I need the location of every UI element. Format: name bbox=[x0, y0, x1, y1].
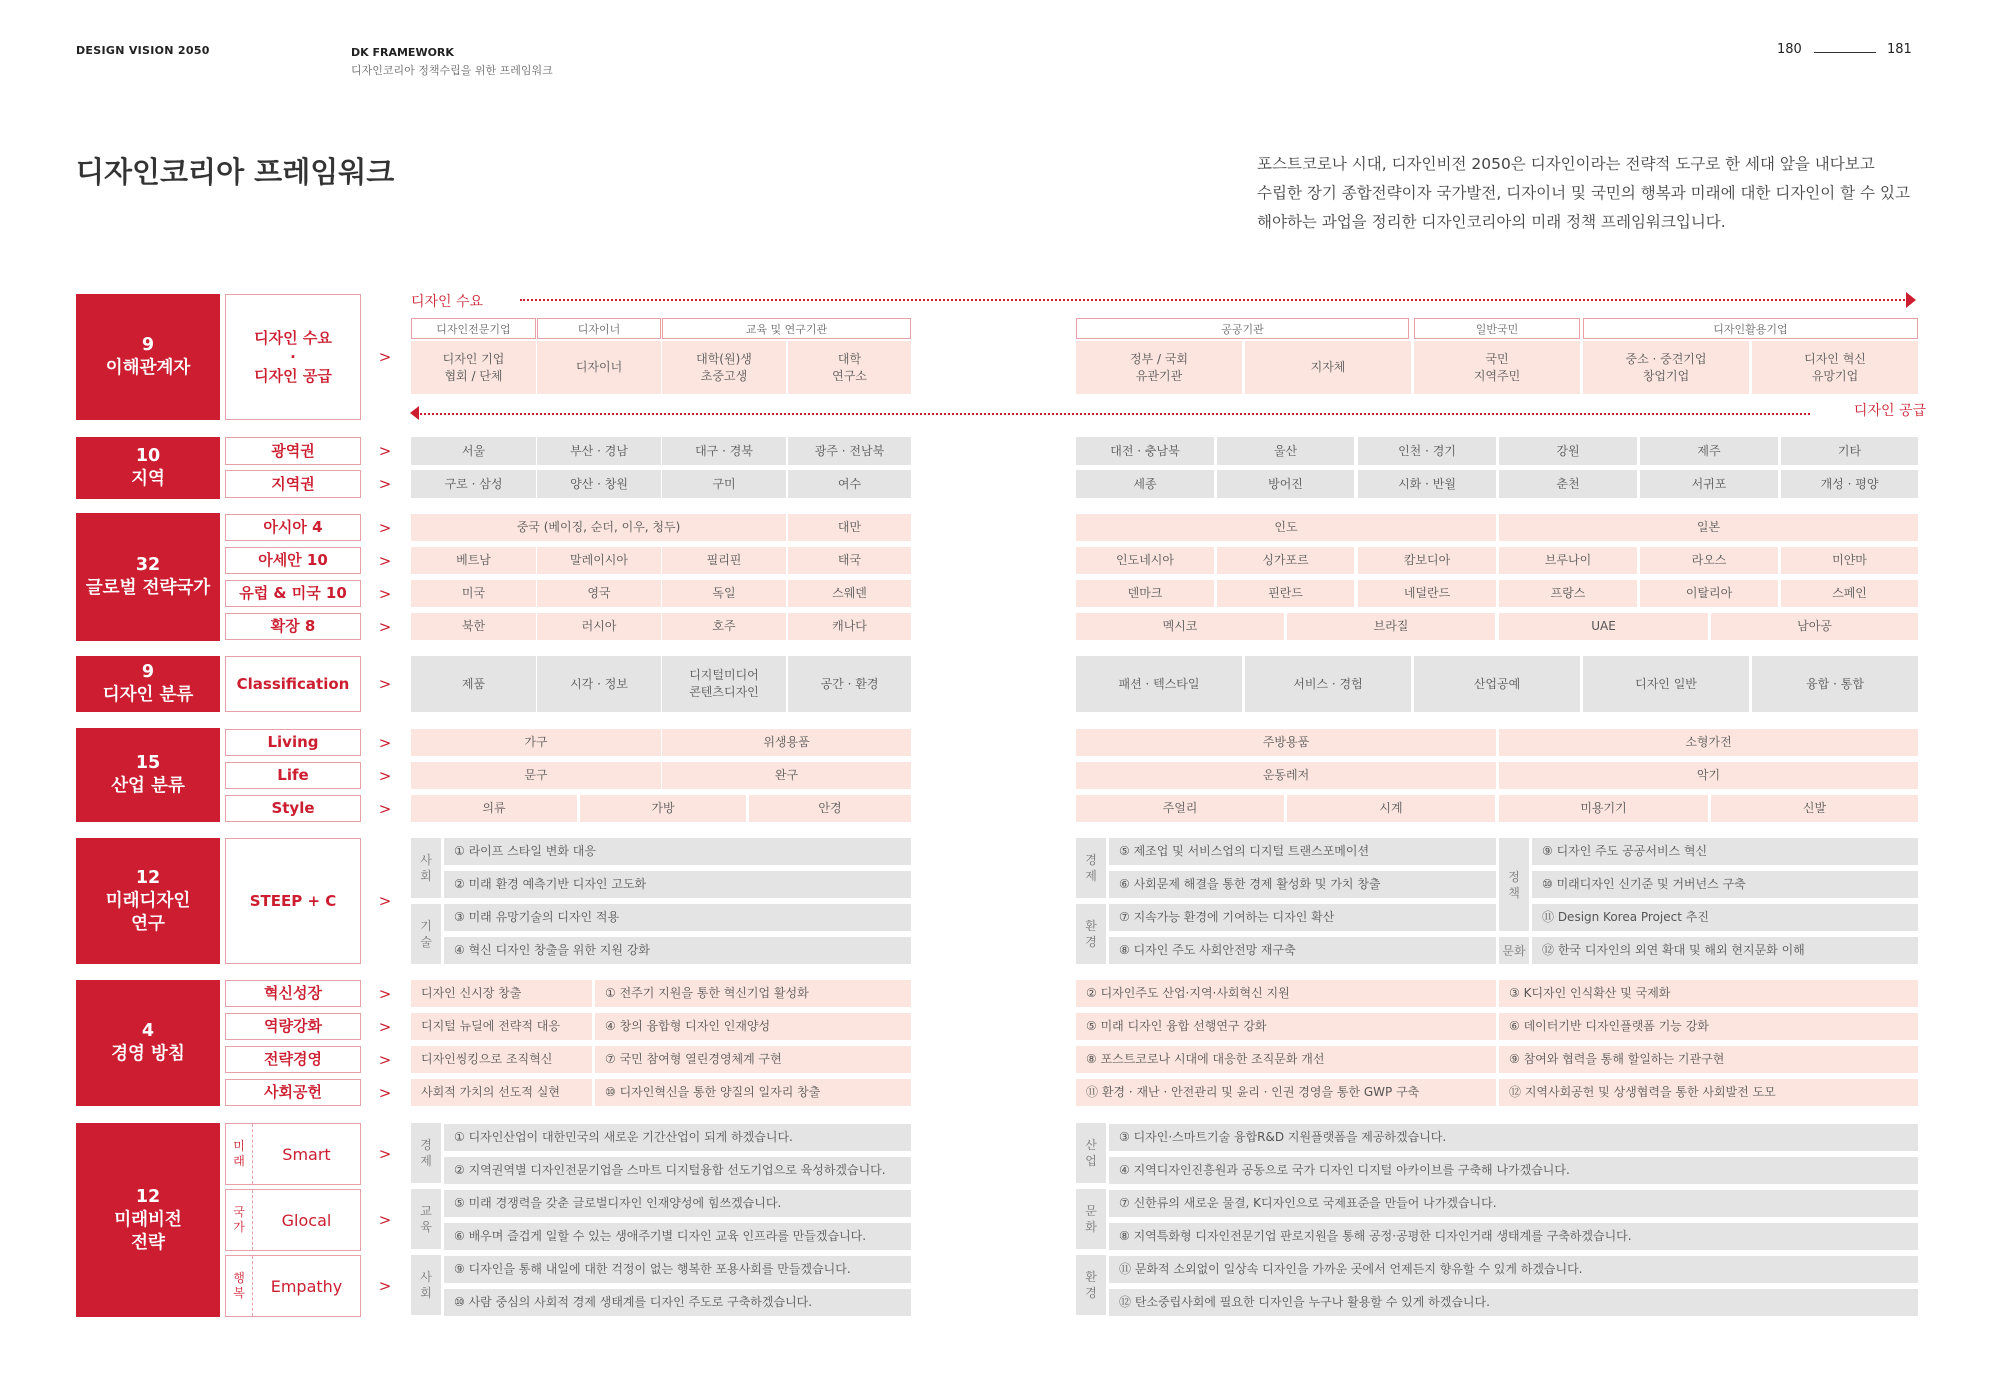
classification-cell: 시각 · 정보 bbox=[537, 656, 661, 712]
country-cell: 베트남 bbox=[411, 547, 536, 574]
region-cell: 서귀포 bbox=[1640, 470, 1778, 498]
country-cell: 스페인 bbox=[1781, 580, 1918, 607]
stakeholder-cell: 디자인 혁신 유망기업 bbox=[1752, 341, 1918, 394]
arrow-icon: > bbox=[378, 1083, 392, 1102]
arrow-icon: > bbox=[378, 984, 392, 1003]
strategy-item: ⑪ 문화적 소외없이 일상속 디자인을 가까운 곳에서 언제든지 향유할 수 있게 하겠습니다. bbox=[1109, 1256, 1918, 1283]
label-industry: 15 산업 분류 bbox=[76, 728, 220, 822]
region-cell: 대전 · 충남북 bbox=[1076, 437, 1214, 465]
region-cell: 부산 · 경남 bbox=[537, 437, 661, 465]
management-item: ③ K디자인 인식확산 및 국제화 bbox=[1499, 980, 1918, 1007]
label-regions: 10 지역 bbox=[76, 437, 220, 499]
stakeholder-group-header: 공공기관 bbox=[1076, 318, 1409, 339]
arrow-icon: > bbox=[378, 892, 392, 910]
strategy-category: 사 회 bbox=[411, 1255, 441, 1315]
strategy-item: ⑤ 미래 경쟁력을 갖춘 글로벌디자인 인재양성에 힘쓰겠습니다. bbox=[444, 1190, 911, 1217]
management-goal: 디지털 뉴딜에 전략적 대응 bbox=[411, 1013, 592, 1040]
country-cell: 라오스 bbox=[1640, 547, 1778, 574]
industry-cell: 시계 bbox=[1287, 795, 1495, 822]
sub-management-1: 역량강화 bbox=[225, 1013, 361, 1040]
stakeholder-group-header: 디자인활용기업 bbox=[1583, 318, 1918, 339]
management-item: ⑧ 포스트코로나 시대에 대응한 조직문화 개선 bbox=[1076, 1046, 1496, 1073]
research-item: ⑪ Design Korea Project 추진 bbox=[1532, 904, 1918, 931]
research-item: ⑤ 제조업 및 서비스업의 디지털 트랜스포메이션 bbox=[1109, 838, 1496, 865]
intro-text: 포스트코로나 시대, 디자인비전 2050은 디자인이라는 전략적 도구로 한 세대 앞을 내다보고 수립한 장기 종합전략이자 국가발전, 디자이너 및 국민의 행복과 미래에 대한 디자인이 할 수 있고 해야하는 과업을 정리한 디자인코리아의 미래 정책 프레임워크입니다. bbox=[1257, 155, 1910, 231]
label-stakeholders: 9 이해관계자 bbox=[76, 294, 220, 420]
research-item: ③ 미래 유망기술의 디자인 적용 bbox=[444, 904, 911, 931]
classification-cell: 산업공예 bbox=[1414, 656, 1580, 712]
arrow-right-icon bbox=[1906, 292, 1916, 308]
category-social: 사 회 bbox=[411, 838, 441, 898]
strategy-item: ③ 디자인·스마트기술 융합R&D 지원플랫폼을 제공하겠습니다. bbox=[1109, 1124, 1918, 1151]
sub-management-2: 전략경영 bbox=[225, 1046, 361, 1073]
arrow-icon: > bbox=[378, 1277, 392, 1295]
region-cell: 여수 bbox=[788, 470, 911, 498]
region-cell: 인천 · 경기 bbox=[1358, 437, 1496, 465]
demand-label: 디자인 수요 bbox=[411, 294, 484, 310]
country-cell: 인도 bbox=[1076, 514, 1496, 541]
category-economy: 경 제 bbox=[1076, 838, 1106, 898]
strategy-item: ④ 지역디자인진흥원과 공동으로 국가 디자인 디지털 아카이브를 구축해 나가겠습니다. bbox=[1109, 1157, 1918, 1184]
region-cell: 세종 bbox=[1076, 470, 1214, 498]
industry-cell: 가구 bbox=[411, 729, 661, 756]
research-item: ⑨ 디자인 주도 공공서비스 혁신 bbox=[1532, 838, 1918, 865]
strategy-category: 경 제 bbox=[411, 1123, 441, 1183]
country-cell: 캐나다 bbox=[788, 613, 911, 640]
management-item: ⑫ 지역사회공헌 및 상생협력을 통한 사회발전 도모 bbox=[1499, 1079, 1918, 1106]
category-policy: 정 책 bbox=[1499, 838, 1529, 931]
research-item: ⑩ 미래디자인 신기준 및 거버넌스 구축 bbox=[1532, 871, 1918, 898]
industry-cell: 소형가전 bbox=[1499, 729, 1918, 756]
classification-cell: 디자인 일반 bbox=[1583, 656, 1749, 712]
industry-cell: 의류 bbox=[411, 795, 577, 822]
management-item: ⑦ 국민 참여형 열린경영체계 구현 bbox=[595, 1046, 911, 1073]
classification-cell: 디지털미디어 콘텐츠디자인 bbox=[662, 656, 786, 712]
region-cell: 시화 · 반월 bbox=[1358, 470, 1496, 498]
arrow-icon: > bbox=[378, 1211, 392, 1229]
sub-strategy-2 bbox=[225, 1255, 361, 1317]
arrow-icon: > bbox=[378, 1017, 392, 1036]
label-classification: 9 디자인 분류 bbox=[76, 656, 220, 712]
strategy-item: ② 지역권역별 디자인전문기업을 스마트 디지털융합 선도기업으로 육성하겠습니다. bbox=[444, 1157, 911, 1184]
research-item: ① 라이프 스타일 변화 대응 bbox=[444, 838, 911, 865]
region-cell: 구로 · 삼성 bbox=[411, 470, 536, 498]
country-cell: 대만 bbox=[788, 514, 911, 541]
research-item: ⑧ 디자인 주도 사회안전망 재구축 bbox=[1109, 937, 1496, 964]
sub-management-3: 사회공헌 bbox=[225, 1079, 361, 1106]
category-environment: 환 경 bbox=[1076, 904, 1106, 964]
arrow-left-icon bbox=[410, 406, 419, 420]
stakeholder-group-header: 디자이너 bbox=[537, 318, 661, 339]
arrow-icon: > bbox=[378, 766, 392, 785]
label-future-research: 12 미래디자인 연구 bbox=[76, 838, 220, 964]
country-cell: 북한 bbox=[411, 613, 536, 640]
country-cell: 이탈리아 bbox=[1640, 580, 1778, 607]
region-cell: 방어진 bbox=[1217, 470, 1354, 498]
industry-cell: 악기 bbox=[1499, 762, 1918, 789]
stakeholder-cell: 디자인 기업 협회 / 단체 bbox=[411, 341, 536, 394]
label-global: 32 글로벌 전략국가 bbox=[76, 513, 220, 641]
region-cell: 구미 bbox=[662, 470, 786, 498]
management-item: ④ 창의 융합형 디자인 인재양성 bbox=[595, 1013, 911, 1040]
country-cell: 덴마크 bbox=[1076, 580, 1214, 607]
management-item: ② 디자인주도 산업·지역·사회혁신 지원 bbox=[1076, 980, 1496, 1007]
country-cell: 필리핀 bbox=[662, 547, 786, 574]
arrow-icon: > bbox=[378, 1050, 392, 1069]
stakeholder-cell: 지자체 bbox=[1245, 341, 1411, 394]
classification-cell: 서비스 · 경험 bbox=[1245, 656, 1411, 712]
strategy-category: 산 업 bbox=[1076, 1123, 1106, 1183]
sub-region-1: 지역권 bbox=[225, 470, 361, 498]
research-item: ② 미래 환경 예측기반 디자인 고도화 bbox=[444, 871, 911, 898]
stakeholder-group-header: 일반국민 bbox=[1414, 318, 1580, 339]
strategy-item: ⑫ 탄소중립사회에 필요한 디자인을 누구나 활용할 수 있게 하겠습니다. bbox=[1109, 1289, 1918, 1316]
management-item: ① 전주기 지원을 통한 혁신기업 활성화 bbox=[595, 980, 911, 1007]
label-strategy: 12 미래비전 전략 bbox=[76, 1123, 220, 1317]
category-tech: 기 술 bbox=[411, 904, 441, 964]
country-cell: 남아공 bbox=[1711, 613, 1918, 640]
industry-cell: 가방 bbox=[580, 795, 746, 822]
country-cell: 호주 bbox=[662, 613, 786, 640]
sub-demand-supply: 디자인 수요 · 디자인 공급 bbox=[225, 294, 361, 420]
stakeholder-cell: 중소 · 중견기업 창업기업 bbox=[1583, 341, 1749, 394]
industry-cell: 주얼리 bbox=[1076, 795, 1284, 822]
region-cell: 대구 · 경북 bbox=[662, 437, 786, 465]
strategy-name: Smart bbox=[282, 1144, 331, 1164]
stakeholder-cell: 대학 연구소 bbox=[788, 341, 911, 394]
strategy-tag: 행 복 bbox=[226, 1256, 253, 1316]
country-cell: 캄보디아 bbox=[1358, 547, 1496, 574]
label-management: 4 경영 방침 bbox=[76, 980, 220, 1106]
sub-industry-2: Style bbox=[225, 795, 361, 822]
brand-title: DESIGN VISION 2050 bbox=[76, 44, 210, 57]
region-cell: 기타 bbox=[1781, 437, 1918, 465]
section-subtitle: 디자인코리아 정책수립을 위한 프레임워크 bbox=[351, 64, 553, 77]
country-cell: 네덜란드 bbox=[1358, 580, 1496, 607]
industry-cell: 위생용품 bbox=[662, 729, 911, 756]
country-cell: 중국 (베이징, 순더, 이우, 청두) bbox=[411, 514, 786, 541]
arrow-icon: > bbox=[378, 1145, 392, 1163]
strategy-item: ⑦ 신한류의 새로운 물결, K디자인으로 국제표준을 만들어 나가겠습니다. bbox=[1109, 1190, 1918, 1217]
strategy-item: ⑥ 배우며 즐겁게 일할 수 있는 생애주기별 디자인 교육 인프라를 만들겠습니다. bbox=[444, 1223, 911, 1250]
industry-cell: 미용기기 bbox=[1499, 795, 1708, 822]
industry-cell: 운동레저 bbox=[1076, 762, 1496, 789]
strategy-category: 환 경 bbox=[1076, 1255, 1106, 1315]
arrow-icon: > bbox=[378, 551, 392, 570]
industry-cell: 주방용품 bbox=[1076, 729, 1496, 756]
sub-steep-c: STEEP + C bbox=[225, 838, 361, 964]
sub-global-2: 유럽 & 미국 10 bbox=[225, 580, 361, 607]
management-goal: 디자인 신시장 창출 bbox=[411, 980, 592, 1007]
sub-global-0: 아시아 4 bbox=[225, 514, 361, 541]
arrow-icon: > bbox=[378, 348, 392, 366]
arrow-icon: > bbox=[378, 584, 392, 603]
research-item: ⑫ 한국 디자인의 외연 확대 및 해외 현지문화 이해 bbox=[1532, 937, 1918, 964]
country-cell: 브라질 bbox=[1287, 613, 1495, 640]
research-item: ⑥ 사회문제 해결을 통한 경제 활성화 및 가치 창출 bbox=[1109, 871, 1496, 898]
demand-flow-line bbox=[520, 299, 1908, 301]
industry-cell: 신발 bbox=[1711, 795, 1918, 822]
country-cell: 싱가포르 bbox=[1217, 547, 1354, 574]
strategy-category: 교 육 bbox=[411, 1189, 441, 1249]
country-cell: 미얀마 bbox=[1781, 547, 1918, 574]
country-cell: 미국 bbox=[411, 580, 536, 607]
page-number-left: 180 bbox=[1777, 42, 1802, 57]
sub-strategy-0 bbox=[225, 1123, 361, 1185]
arrow-icon: > bbox=[378, 617, 392, 636]
region-cell: 광주 · 전남북 bbox=[788, 437, 911, 465]
arrow-icon: > bbox=[378, 475, 392, 493]
classification-cell: 패션 · 텍스타일 bbox=[1076, 656, 1242, 712]
management-item: ⑤ 미래 디자인 융합 선행연구 강화 bbox=[1076, 1013, 1496, 1040]
stakeholder-group-header: 교육 및 연구기관 bbox=[662, 318, 911, 339]
country-cell: 브루나이 bbox=[1499, 547, 1637, 574]
sub-industry-0: Living bbox=[225, 729, 361, 756]
page-title: 디자인코리아 프레임워크 bbox=[76, 155, 395, 189]
arrow-icon: > bbox=[378, 675, 392, 693]
arrow-icon: > bbox=[378, 799, 392, 818]
sub-global-3: 확장 8 bbox=[225, 613, 361, 640]
strategy-item: ⑨ 디자인을 통해 내일에 대한 걱정이 없는 행복한 포용사회를 만들겠습니다. bbox=[444, 1256, 911, 1283]
sub-management-0: 혁신성장 bbox=[225, 980, 361, 1007]
country-cell: 일본 bbox=[1499, 514, 1918, 541]
strategy-item: ⑩ 사람 중심의 사회적 경제 생태계를 디자인 주도로 구축하겠습니다. bbox=[444, 1289, 911, 1316]
country-cell: 핀란드 bbox=[1217, 580, 1354, 607]
management-item: ⑪ 환경 · 재난 · 안전관리 및 윤리 · 인권 경영을 통한 GWP 구축 bbox=[1076, 1079, 1496, 1106]
country-cell: 말레이시아 bbox=[537, 547, 661, 574]
classification-cell: 융합 · 통합 bbox=[1752, 656, 1918, 712]
research-item: ⑦ 지속가능 환경에 기여하는 디자인 확산 bbox=[1109, 904, 1496, 931]
management-goal: 디자인씽킹으로 조직혁신 bbox=[411, 1046, 592, 1073]
management-item: ⑥ 데이터기반 디자인플랫폼 기능 강화 bbox=[1499, 1013, 1918, 1040]
arrow-icon: > bbox=[378, 733, 392, 752]
strategy-category: 문 화 bbox=[1076, 1189, 1106, 1249]
stakeholder-cell: 대학(원)생 초중고생 bbox=[662, 341, 786, 394]
country-cell: 독일 bbox=[662, 580, 786, 607]
region-cell: 강원 bbox=[1499, 437, 1637, 465]
supply-flow-line bbox=[420, 413, 1810, 415]
stakeholder-cell: 국민 지역주민 bbox=[1414, 341, 1580, 394]
country-cell: 태국 bbox=[788, 547, 911, 574]
strategy-item: ① 디자인산업이 대한민국의 새로운 기간산업이 되게 하겠습니다. bbox=[444, 1124, 911, 1151]
management-item: ⑩ 디자인혁신을 통한 양질의 일자리 창출 bbox=[595, 1079, 911, 1106]
region-cell: 춘천 bbox=[1499, 470, 1637, 498]
classification-cell: 공간 · 환경 bbox=[788, 656, 911, 712]
classification-cell: 제품 bbox=[411, 656, 536, 712]
research-item: ④ 혁신 디자인 창출을 위한 지원 강화 bbox=[444, 937, 911, 964]
country-cell: 프랑스 bbox=[1499, 580, 1637, 607]
supply-label: 디자인 공급 bbox=[1853, 403, 1926, 419]
region-cell: 제주 bbox=[1640, 437, 1778, 465]
arrow-icon: > bbox=[378, 442, 392, 460]
country-cell: 멕시코 bbox=[1076, 613, 1284, 640]
strategy-tag: 미 래 bbox=[226, 1124, 253, 1184]
region-cell: 양산 · 창원 bbox=[537, 470, 661, 498]
page-number-right: 181 bbox=[1887, 42, 1912, 57]
management-item: ⑨ 참여와 협력을 통해 할일하는 기관구현 bbox=[1499, 1046, 1918, 1073]
management-goal: 사회적 가치의 선도적 실현 bbox=[411, 1079, 592, 1106]
industry-cell: 완구 bbox=[662, 762, 911, 789]
country-cell: 러시아 bbox=[537, 613, 661, 640]
sub-strategy-1 bbox=[225, 1189, 361, 1251]
industry-cell: 문구 bbox=[411, 762, 661, 789]
region-cell: 개성 · 평양 bbox=[1781, 470, 1918, 498]
country-cell: 영국 bbox=[537, 580, 661, 607]
sub-region-0: 광역권 bbox=[225, 437, 361, 465]
country-cell: UAE bbox=[1499, 613, 1708, 640]
sub-industry-1: Life bbox=[225, 762, 361, 789]
section-title: DK FRAMEWORK bbox=[351, 46, 454, 59]
stakeholder-cell: 디자이너 bbox=[537, 341, 661, 394]
arrow-icon: > bbox=[378, 518, 392, 537]
region-cell: 울산 bbox=[1217, 437, 1354, 465]
country-cell: 스웨덴 bbox=[788, 580, 911, 607]
sub-classification: Classification bbox=[225, 656, 361, 712]
strategy-tag: 국 가 bbox=[226, 1190, 253, 1250]
page-divider bbox=[1814, 52, 1876, 53]
region-cell: 서울 bbox=[411, 437, 536, 465]
strategy-item: ⑧ 지역특화형 디자인전문기업 판로지원을 통해 공정·공평한 디자인거래 생태계를 구축하겠습니다. bbox=[1109, 1223, 1918, 1250]
stakeholder-cell: 정부 / 국회 유관기관 bbox=[1076, 341, 1242, 394]
industry-cell: 안경 bbox=[749, 795, 911, 822]
country-cell: 인도네시아 bbox=[1076, 547, 1214, 574]
strategy-name: Glocal bbox=[281, 1210, 332, 1230]
stakeholder-group-header: 디자인전문기업 bbox=[411, 318, 536, 339]
sub-global-1: 아세안 10 bbox=[225, 547, 361, 574]
strategy-name: Empathy bbox=[270, 1276, 343, 1296]
category-culture: 문화 bbox=[1499, 937, 1529, 964]
